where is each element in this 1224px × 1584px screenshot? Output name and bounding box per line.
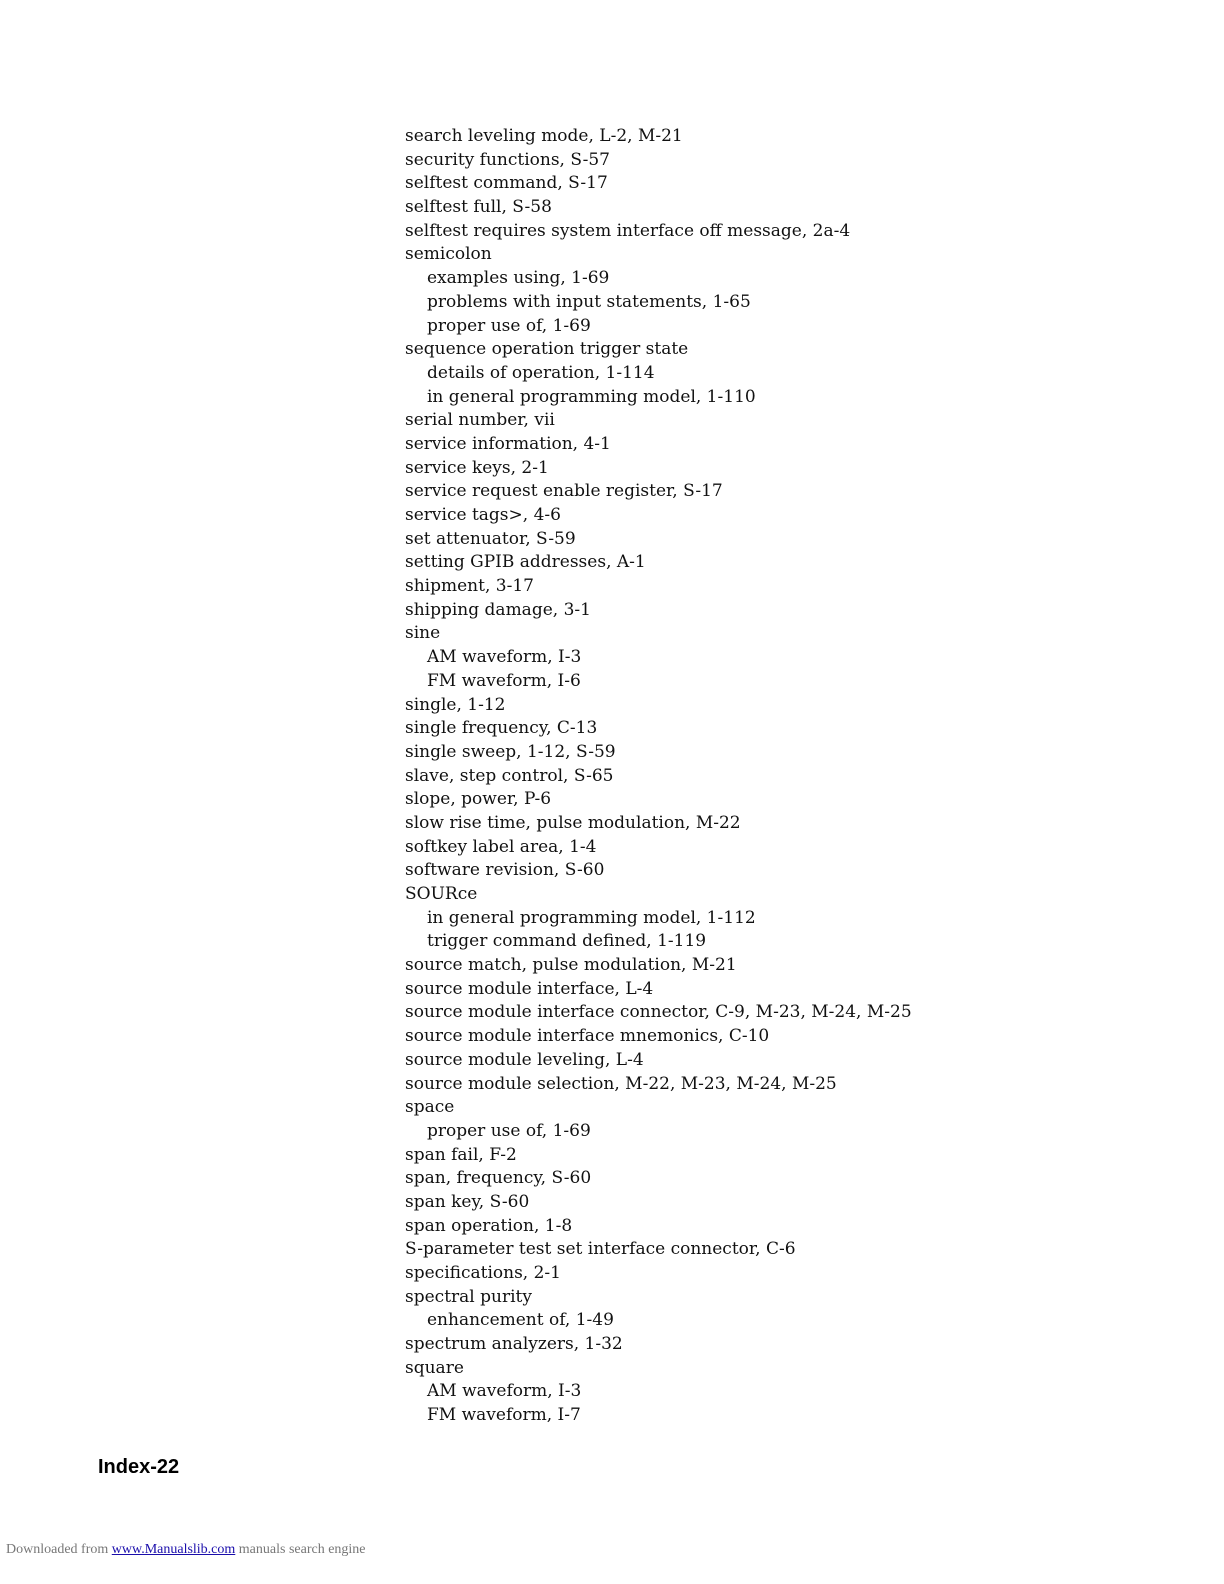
index-entry: setting GPIB addresses, A-1 <box>405 552 646 573</box>
index-entry: service information, 4-1 <box>405 433 611 454</box>
index-entry: software revision, S-60 <box>405 860 605 881</box>
index-entry: square <box>405 1357 464 1378</box>
index-entry: specifications, 2-1 <box>405 1263 561 1283</box>
index-list <box>405 125 912 1428</box>
index-entry: source module interface, L-4 <box>405 978 654 999</box>
index-entry: softkey label area, 1-4 <box>405 836 597 857</box>
index-entry: service keys, 2-1 <box>405 457 549 478</box>
index-subentry: AM waveform, I-3 <box>427 1381 582 1402</box>
index-entry: serial number, vii <box>405 410 555 431</box>
index-entry: sequence operation trigger state <box>405 339 689 360</box>
index-entry: spectrum analyzers, 1-32 <box>405 1334 623 1355</box>
index-subentry: details of operation, 1-114 <box>427 362 655 383</box>
index-entry: single sweep, 1-12, S-59 <box>405 741 616 762</box>
index-entry: span key, S-60 <box>405 1191 530 1212</box>
index-entry: shipping damage, 3-1 <box>405 599 591 620</box>
index-entry: sine <box>405 623 441 644</box>
index-entry: selftest requires system interface off message, 2a-4 <box>405 220 851 241</box>
index-entry: SOURce <box>405 884 478 904</box>
index-subentry: in general programming model, 1-112 <box>427 907 756 928</box>
index-entry: source module interface mnemonics, C-10 <box>405 1026 770 1047</box>
index-entry: service tags>, 4-6 <box>405 505 561 525</box>
index-entry: spectral purity <box>405 1286 532 1307</box>
index-subentry: in general programming model, 1-110 <box>427 386 756 407</box>
index-entry: S-parameter test set interface connector, C-6 <box>405 1239 796 1260</box>
index-subentry: proper use of, 1-69 <box>427 1120 591 1141</box>
index-entry: selftest command, S-17 <box>405 173 608 194</box>
index-subentry: FM waveform, I-7 <box>427 1405 581 1426</box>
index-entry: single frequency, C-13 <box>405 718 598 739</box>
page-number: Index-22 <box>98 1456 180 1478</box>
index-entry: slope, power, P-6 <box>405 789 552 810</box>
index-entry: source module selection, M-22, M-23, M-24, M-25 <box>405 1073 837 1094</box>
index-subentry: enhancement of, 1-49 <box>427 1310 614 1331</box>
index-subentry: FM waveform, I-6 <box>427 670 581 691</box>
index-entry: search leveling mode, L-2, M-21 <box>405 126 683 146</box>
index-subentry: problems with input statements, 1-65 <box>427 291 751 312</box>
index-entry: source module interface connector, C-9, M-23, M-24, M-25 <box>405 1002 912 1023</box>
index-entry: selftest full, S-58 <box>405 197 552 218</box>
manualslib-link[interactable]: www.Manualslib.com <box>111 1542 236 1557</box>
index-entry: space <box>405 1097 455 1118</box>
index-entry: span fail, F-2 <box>405 1144 517 1165</box>
download-footer <box>6 1542 366 1558</box>
index-subentry: trigger command defined, 1-119 <box>427 931 707 952</box>
index-entry: security functions, S-57 <box>405 149 610 170</box>
index-entry: slow rise time, pulse modulation, M-22 <box>405 812 741 833</box>
index-entry: single, 1-12 <box>405 694 506 715</box>
footer-suffix: manuals search engine <box>238 1542 366 1557</box>
index-subentry: proper use of, 1-69 <box>427 315 591 336</box>
index-entry: span, frequency, S-60 <box>405 1168 592 1189</box>
index-entry: source module leveling, L-4 <box>405 1049 644 1070</box>
index-entry: span operation, 1-8 <box>405 1215 573 1236</box>
index-entry: slave, step control, S-65 <box>405 765 614 786</box>
index-entry: semicolon <box>405 244 492 265</box>
index-entry: source match, pulse modulation, M-21 <box>405 955 737 976</box>
index-subentry: AM waveform, I-3 <box>427 647 582 668</box>
index-entry: service request enable register, S-17 <box>405 481 723 502</box>
index-subentry: examples using, 1-69 <box>427 268 610 289</box>
index-entry: set attenuator, S-59 <box>405 528 576 549</box>
index-entry: shipment, 3-17 <box>405 576 534 597</box>
footer-prefix: Downloaded from <box>6 1542 109 1557</box>
